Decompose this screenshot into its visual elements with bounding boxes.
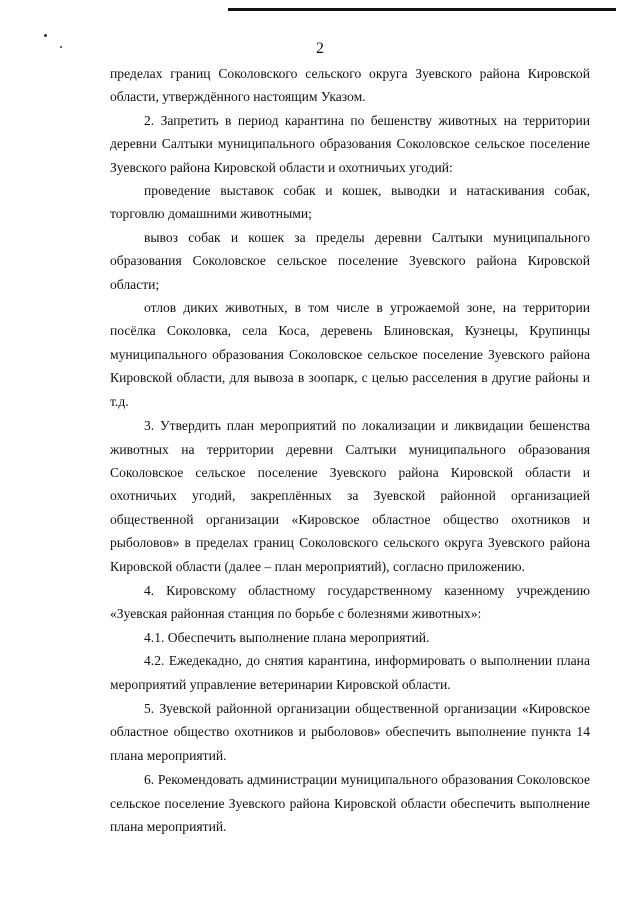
paragraph-item-4-1: 4.1. Обеспечить выполнение плана мероприятий. [144, 629, 430, 645]
paragraph-item-3: 3. Утвердить план мероприятий по локализации и ликвидации бешенства животных на территории деревни Салтыки муниципального образования Соколовское сельское поселение Зуевского района Кировской области и охотничьих угодий, закреплённых за Зуевской районной организацией общественной организации «Кировское областное общество охотников и рыболовов» в пределах границ Соколовского сельского округа Зуевского района Кировской области (далее – план мероприятий), согласно приложению. [110, 418, 590, 574]
paragraph-item-6: 6. Рекомендовать администрации муниципального образования Соколовское сельское поселение Зуевского района Кировской области обеспечить выполнение плана мероприятий. [110, 772, 590, 834]
paragraph-item-2: 2. Запретить в период карантина по бешенству животных на территории деревни Салтыки муниципального образования Соколовское сельское поселение Зуевского района Кировской области и охотничьих угодий: [110, 112, 590, 175]
document-body [110, 62, 590, 838]
page-number: 2 [316, 40, 324, 57]
paragraph-continuation: пределах границ Соколовского сельского округа Зуевского района Кировской области, утверждённого настоящим Указом. [110, 66, 590, 105]
paragraph-subitem-export: вывоз собак и кошек за пределы деревни Салтыки муниципального образования Соколовское сельское поселение Зуевского района Кировской области; [110, 229, 590, 292]
paragraph-subitem-exhibitions: проведение выставок собак и кошек, выводки и натаскивания собак, торговлю домашними животными; [110, 183, 590, 222]
paragraph-item-5: 5. Зуевской районной организации общественной организации «Кировское областное общество охотников и рыболовов» обеспечить выполнение пункта 14 плана мероприятий. [110, 700, 590, 763]
paragraph-item-4-2: 4.2. Ежедекадно, до снятия карантина, информировать о выполнении плана мероприятий управление ветеринарии Кировской области. [110, 653, 590, 692]
scan-speck [44, 34, 47, 37]
scan-top-border-line [228, 8, 616, 11]
paragraph-subitem-capture: отлов диких животных, в том числе в угрожаемой зоне, на территории посёлка Соколовка, села Коса, деревень Блиновская, Кузнецы, Крупинцы муниципального образования Соколовское сельское поселение Зуевского района Кировской области, для вывоза в зоопарк, с целью расселения в другие районы и т.д. [110, 300, 590, 409]
paragraph-item-4: 4. Кировскому областному государственному казенному учреждению «Зуевская районная станция по борьбе с болезнями животных»: [110, 582, 590, 622]
